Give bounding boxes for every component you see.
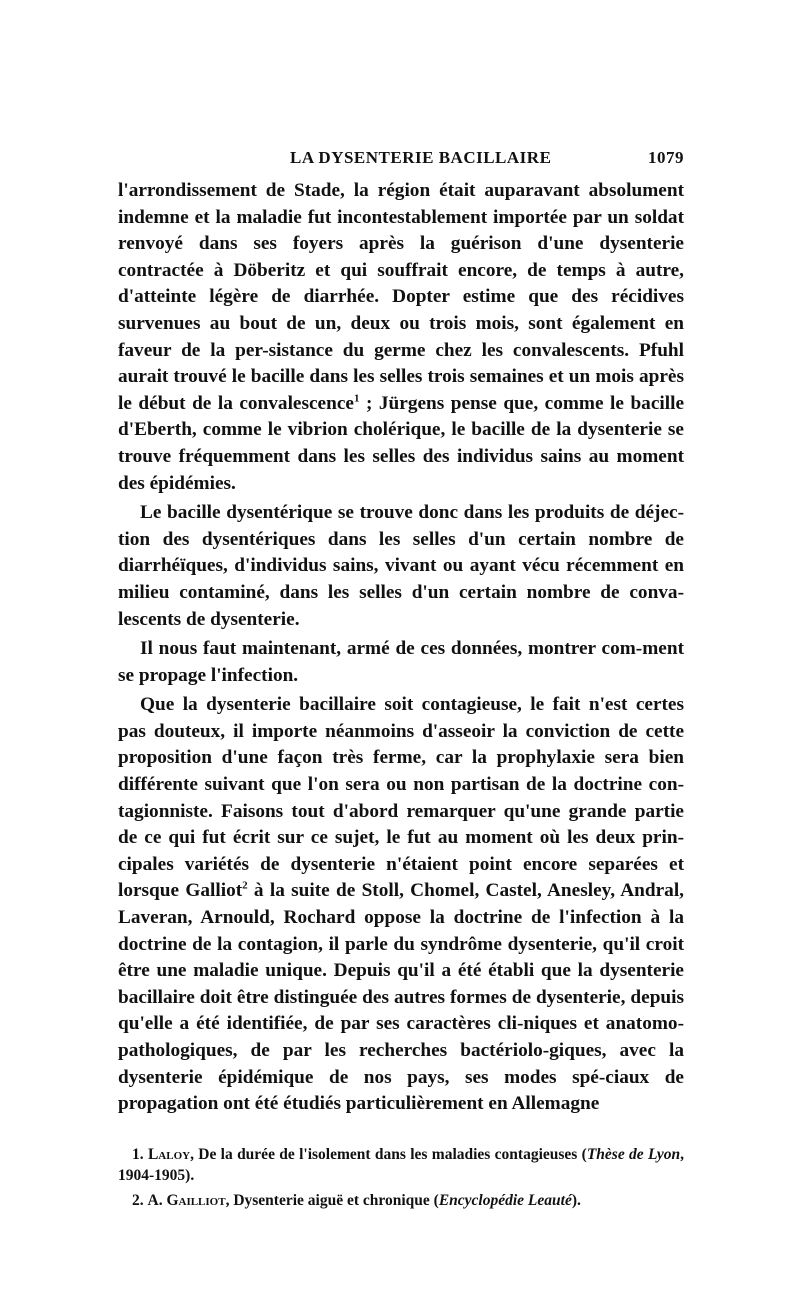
footnote-2-after: ). <box>571 1191 581 1209</box>
footnote-1-author: Laloy <box>147 1145 191 1163</box>
paragraph-1-text: l'arrondissement de Stade, la région était auparavant absolument indemne et la maladie fut incontestablement importée par un soldat renvoyé dans ses foyers après la guérison d'une dysenterie contractée à Döberitz et qui souffrait encore, de temps à autre, d'atteinte légère de diarrhée. Dopter estime que des récidives survenues au bout de un, deux ou trois mois, sont également en faveur de la per-sistance du germe chez les convalescents. Pfuhl aurait trouvé le bacille dans les selles trois semaines et un mois après le début de la convalescence <box>118 180 684 414</box>
running-header <box>118 148 684 178</box>
paragraph-1 <box>118 178 684 497</box>
footnote-2-number: 2. <box>132 1191 144 1209</box>
paragraph-3: Il nous faut maintenant, armé de ces données, montrer com-ment se propage l'infection. <box>118 638 684 686</box>
body-text <box>118 178 684 1118</box>
paragraph-4-text: Que la dysenterie bacillaire soit contagieuse, le fait n'est certes pas douteux, il importe néanmoins d'asseoir la conviction de cette proposition d'une façon très ferme, car la prophylaxie sera bien différente suivant que l'on sera ou non partisan de la doctrine con-tagionniste. Faisons tout d'abord remarquer qu'une grande partie de ce qui fut écrit sur ce sujet, le fut au moment où les deux prin-cipales variétés de dysenterie n'étaient point encore separées et lorsque Galliot <box>118 694 684 902</box>
footnote-1-italic: Thèse de Lyon <box>586 1145 681 1163</box>
footnote-2-italic: Encyclopédie Leauté <box>438 1191 572 1209</box>
footnote-2-author: A. Gailliot <box>147 1191 226 1209</box>
footnote-2-text: , Dysenterie aiguë et chronique ( <box>225 1191 439 1209</box>
footnote-ref-2: 2 <box>242 880 248 893</box>
paragraph-4 <box>118 692 684 1118</box>
footnotes <box>118 1144 684 1211</box>
paragraph-1-tail: ; Jürgens pense que, comme le bacille d'Eberth, comme le vibrion cholérique, le bacille de la dysenterie se trouve fréquemment dans les selles des individus sains au moment des épidémies. <box>118 392 685 494</box>
paragraph-4-tail: à la suite de Stoll, Chomel, Castel, Anesley, Andral, Laveran, Arnould, Rochard oppose la doctrine de l'infection à la doctrine de la contagion, il parle du syndrôme dysenterie, qu'il croit être une maladie unique. Depuis qu'il a été établi que la dysenterie bacillaire doit être distinguée des autres formes de dysenterie, depuis qu'elle a été identifiée, de par ses caractères cli-niques et anatomo-pathologiques, de par les recherches bactériolo-giques, avec la dysenterie épidémique de nos pays, ses modes spé-ciaux de propagation ont été étudiés particulièrement en Allemagne <box>118 880 684 1115</box>
running-title: LA DYSENTERIE BACILLAIRE <box>290 148 552 167</box>
footnote-ref-1: 1 <box>353 392 360 405</box>
footnote-1-number: 1. <box>132 1145 144 1163</box>
footnote-1 <box>118 1144 684 1186</box>
footnote-2 <box>118 1190 684 1211</box>
footnote-1-text: , De la durée de l'isolement dans les maladies contagieuses ( <box>190 1145 587 1163</box>
footnote-1-after: , 1904-1905). <box>118 1145 684 1184</box>
page-number: 1079 <box>648 148 684 167</box>
paragraph-2: Le bacille dysentérique se trouve donc dans les produits de déjec-tion des dysentériques dans les selles d'un certain nombre de diarrhéïques, d'individus sains, vivant ou ayant vécu récemment en milieu contaminé, dans les selles d'un certain nombre de conva-lescents de dysenterie. <box>118 502 684 630</box>
book-page <box>118 148 684 1215</box>
